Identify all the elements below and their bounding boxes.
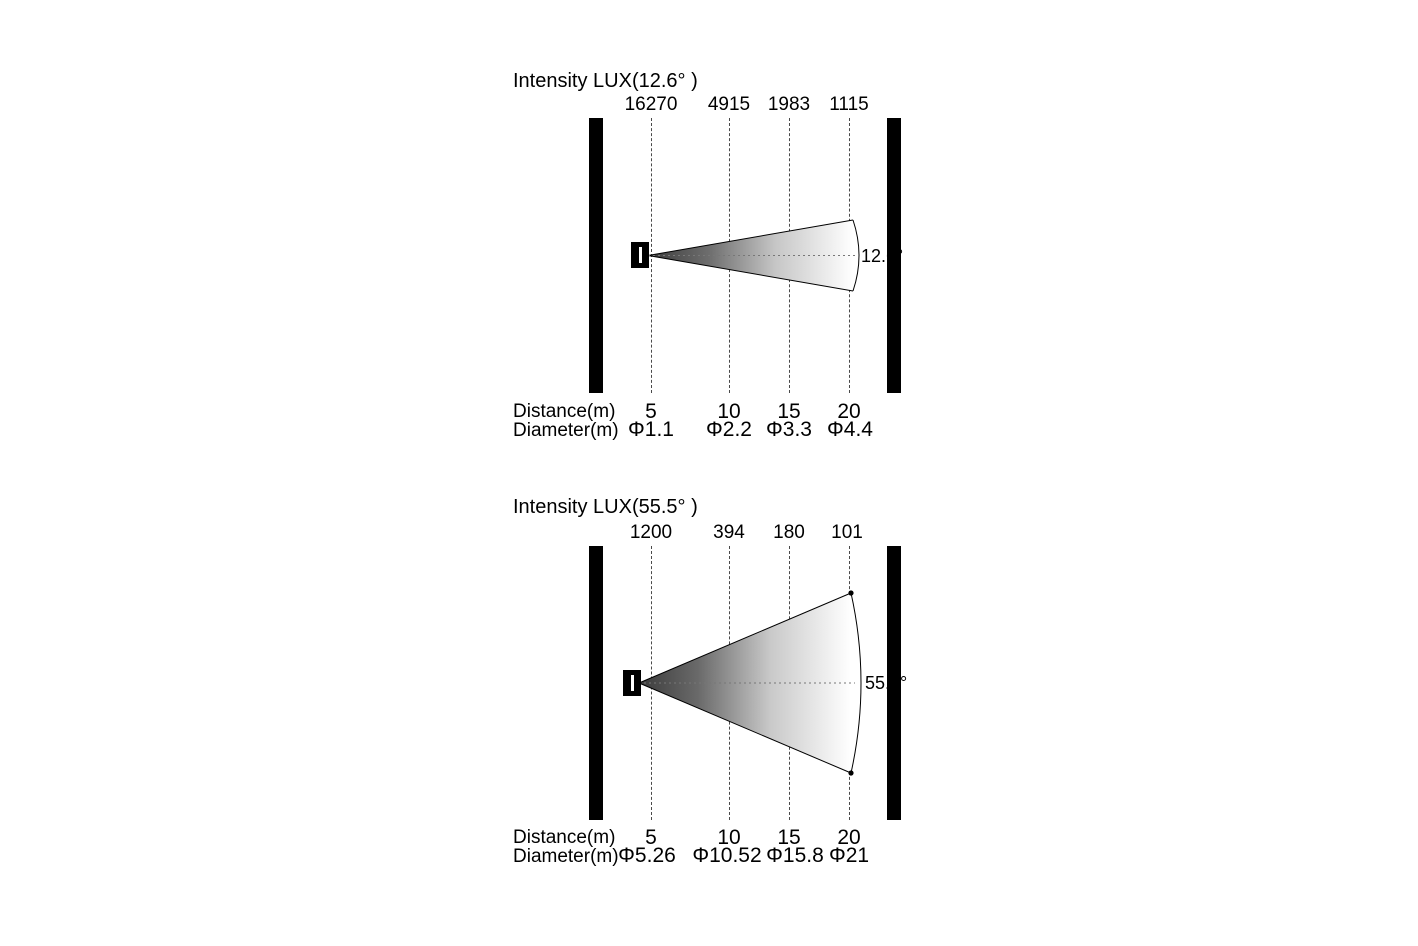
diameter-value: Φ1.1	[628, 418, 674, 441]
distance-value: 10	[717, 400, 741, 423]
beam-field-12-6	[603, 118, 904, 393]
beam-angle-label-55-5: 55.5°	[865, 673, 908, 693]
diameter-values-12-6	[589, 418, 901, 442]
distance-row-label-55-5: Distance(m)	[513, 827, 616, 848]
distance-value: 5	[645, 400, 657, 423]
lux-value: 1115	[829, 94, 869, 115]
left-wall	[589, 546, 603, 820]
left-wall	[589, 118, 603, 393]
beam-stage-55-5	[589, 546, 908, 820]
lux-value: 1200	[629, 522, 673, 543]
distance-value: 15	[777, 826, 801, 849]
lux-labels-55-5	[589, 522, 901, 544]
beam-angle-label-12-6: 12.6°	[861, 246, 904, 266]
lux-value: 4915	[707, 94, 751, 115]
diameter-value: Φ21	[828, 844, 870, 867]
beam-diagram-55-5	[505, 496, 925, 886]
beam-diagram-12-6	[505, 70, 925, 450]
beam-cone-55-5	[603, 546, 887, 820]
distance-value: 10	[717, 826, 741, 849]
distance-value: 20	[837, 400, 861, 423]
lux-value: 180	[773, 522, 805, 543]
diameter-row-label-12-6: Diameter(m)	[513, 420, 619, 441]
luminaire-icon	[623, 670, 641, 696]
diameter-value: Φ5.26	[618, 844, 676, 867]
lux-value: 394	[713, 522, 745, 543]
diameter-value: Φ15.8	[766, 844, 824, 867]
diameter-values-55-5	[589, 844, 901, 868]
intensity-title-12-6: Intensity LUX(12.6° )	[513, 70, 698, 92]
distance-value: 5	[645, 826, 657, 849]
luminaire-icon	[631, 242, 649, 268]
lux-value: 16270	[624, 94, 678, 115]
diameter-value: Φ2.2	[706, 418, 752, 441]
diameter-value: Φ4.4	[827, 418, 873, 441]
intensity-title-55-5: Intensity LUX(55.5° )	[513, 496, 698, 518]
distance-value: 15	[777, 400, 801, 423]
lux-value: 101	[831, 522, 863, 543]
distance-row-label-12-6: Distance(m)	[513, 401, 616, 422]
distance-value: 20	[837, 826, 861, 849]
diameter-value: Φ3.3	[766, 418, 812, 441]
diameter-row-label-55-5: Diameter(m)	[513, 846, 619, 867]
beam-stage-12-6	[589, 118, 904, 393]
lux-value: 1983	[767, 94, 811, 115]
diameter-value: Φ10.52	[692, 844, 762, 867]
lux-labels-12-6	[589, 94, 901, 116]
beam-field-55-5	[603, 546, 908, 820]
